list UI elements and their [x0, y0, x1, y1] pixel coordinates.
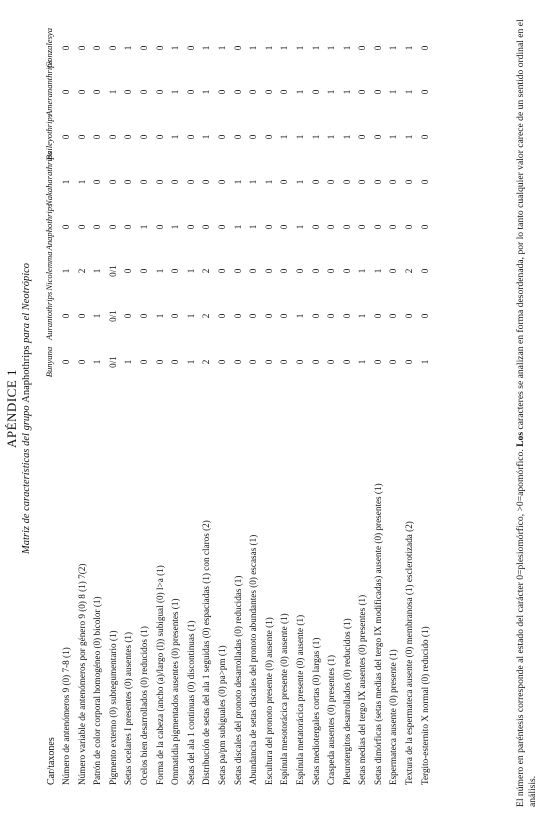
matrix-cell: 1 — [170, 134, 181, 140]
matrix-cell: 1 — [248, 224, 259, 230]
matrix-cell: 1 — [76, 179, 87, 185]
matrix-cell: 0 — [294, 268, 305, 274]
matrix-cell: 1 — [201, 89, 212, 95]
matrix-cell: 1 — [357, 268, 368, 274]
matrix-cell: 1 — [404, 45, 415, 51]
matrix-cell: 0 — [372, 359, 383, 365]
matrix-cell: 1 — [92, 313, 103, 319]
matrix-cell: 1 — [232, 224, 243, 230]
matrix-cell: 1 — [357, 359, 368, 365]
matrix-cell: 1 — [326, 134, 337, 140]
matrix-cell: 1 — [372, 268, 383, 274]
matrix-cell: 1 — [185, 268, 196, 274]
matrix-cell: 0 — [404, 179, 415, 185]
matrix-cell: 1 — [154, 268, 165, 274]
character-label: Espínula metatorácica presente (0) ausente (1) — [294, 614, 305, 785]
matrix-cell: 0 — [92, 45, 103, 51]
matrix-cell: 0 — [232, 45, 243, 51]
matrix-cell: 0 — [216, 268, 227, 274]
matrix-cell: 0 — [341, 268, 352, 274]
matrix-cell: 1 — [263, 179, 274, 185]
matrix-cell: 0 — [232, 134, 243, 140]
matrix-cell: 0 — [263, 359, 274, 365]
matrix-cell: 0 — [372, 224, 383, 230]
matrix-cell: 0 — [372, 313, 383, 319]
matrix-cell: 1 — [341, 134, 352, 140]
matrix-cell: 0 — [404, 359, 415, 365]
matrix-cell: 1 — [138, 224, 149, 230]
subtitle-region: para el Neotrópico — [21, 262, 32, 343]
matrix-cell: 0 — [310, 268, 321, 274]
matrix-cell: 1 — [123, 359, 134, 365]
matrix-cell: 0 — [263, 313, 274, 319]
matrix-cell: 0 — [201, 224, 212, 230]
matrix-cell: 0 — [419, 134, 430, 140]
matrix-cell: 1 — [341, 45, 352, 51]
matrix-cell: 0 — [357, 89, 368, 95]
matrix-cell: 1 — [310, 134, 321, 140]
matrix-cell: 1 — [404, 89, 415, 95]
matrix-cell: 2 — [201, 268, 212, 274]
character-label: Tergito-esternito X normal (0) reducido (1) — [419, 626, 430, 785]
matrix-cell: 0 — [154, 224, 165, 230]
matrix-cell: 0 — [61, 359, 71, 365]
matrix-cell: 0 — [248, 134, 259, 140]
matrix-cell: 0 — [76, 134, 87, 140]
matrix-cell: 1 — [170, 45, 181, 51]
matrix-cell: 2 — [76, 268, 87, 274]
character-label: Escultura del pronoto presente (0) ausente (1) — [263, 617, 274, 785]
matrix-cell: 0 — [263, 224, 274, 230]
matrix-cell: 0 — [279, 179, 290, 185]
matrix-cell: 0 — [216, 179, 227, 185]
matrix-cell: 1 — [294, 179, 305, 185]
matrix-cell: 1 — [294, 224, 305, 230]
matrix-cell: 1 — [388, 45, 399, 51]
matrix-cell: 0 — [372, 45, 383, 51]
matrix-cell: 0 — [76, 45, 87, 51]
characters-column-header: Car/taxones — [46, 737, 57, 785]
matrix-cell: 0 — [76, 359, 87, 365]
matrix-cell: 1 — [310, 45, 321, 51]
matrix-cell: 0 — [279, 313, 290, 319]
matrix-cell: 0 — [357, 45, 368, 51]
character-label: Setas medias del tergo IX ausentes (0) presentes (1) — [357, 594, 368, 785]
matrix-cell: 2 — [201, 359, 212, 365]
matrix-cell: 0 — [123, 224, 134, 230]
matrix-cell: 1 — [248, 179, 259, 185]
character-label: Setas pa/pm subiguales (0) pa>pm (1) — [216, 645, 227, 785]
matrix-cell: 0 — [372, 89, 383, 95]
matrix-cell: 0 — [107, 45, 118, 51]
matrix-cell: 0 — [419, 179, 430, 185]
matrix-cell: 1 — [107, 89, 118, 95]
matrix-cell: 1 — [216, 45, 227, 51]
matrix-cell: 1 — [294, 313, 305, 319]
matrix-cell: 0 — [154, 179, 165, 185]
character-label: Abundancia de setas discales del pronoto abundantes (0) escasas (1) — [248, 534, 259, 785]
matrix-cell: 0 — [388, 179, 399, 185]
matrix-cell: 0 — [61, 224, 71, 230]
matrix-cell: 0 — [279, 268, 290, 274]
matrix-cell: 0 — [138, 134, 149, 140]
matrix-cell: 0 — [170, 268, 181, 274]
subtitle-genus: Anaphothrips — [21, 345, 32, 403]
matrix-cell: 0 — [92, 134, 103, 140]
character-label: Setas dimórficas (setas medias del tergo IX modificadas) ausente (0) presentes (1) — [372, 483, 383, 785]
matrix-cell: 0 — [107, 224, 118, 230]
matrix-cell: 0 — [372, 134, 383, 140]
matrix-cell: 0/1 — [107, 265, 118, 277]
matrix-cell: 0 — [154, 359, 165, 365]
matrix-cell: 0 — [388, 268, 399, 274]
matrix-cell: 1 — [388, 89, 399, 95]
matrix-cell: 0 — [326, 313, 337, 319]
matrix-cell: 1 — [388, 134, 399, 140]
matrix-cell: 0 — [341, 179, 352, 185]
matrix-cell: 0 — [248, 268, 259, 274]
matrix-cell: 0 — [170, 179, 181, 185]
matrix-cell: 0 — [357, 134, 368, 140]
matrix-cell: 0 — [232, 268, 243, 274]
matrix-cell: 0 — [341, 359, 352, 365]
footnote-text-2: caracteres se analizan en forma desordenada, por lo tanto cualquier valor carece de un sentido ordinal en el análisis. — [515, 19, 538, 807]
matrix-cell: 0 — [310, 224, 321, 230]
matrix-cell: 2 — [404, 268, 415, 274]
taxon-header: Gonzalesya — [44, 27, 54, 69]
matrix-cell: 0 — [279, 224, 290, 230]
matrix-cell: 0 — [310, 89, 321, 95]
matrix-cell: 1 — [123, 45, 134, 51]
matrix-cell: 0 — [76, 89, 87, 95]
matrix-subtitle — [21, 0, 32, 817]
matrix-cell: 1 — [294, 134, 305, 140]
matrix-cell: 0 — [216, 89, 227, 95]
matrix-cell: 1 — [248, 45, 259, 51]
matrix-cell: 0 — [263, 134, 274, 140]
matrix-cell: 0 — [216, 313, 227, 319]
character-label: Setas del ala 1 continuas (0) discontinuas (1) — [185, 620, 196, 785]
matrix-cell: 0 — [279, 359, 290, 365]
taxon-header: Nicolemma — [44, 251, 54, 291]
matrix-cell: 0 — [279, 89, 290, 95]
taxon-header: Anaphothrips — [44, 203, 54, 251]
matrix-cell: 0 — [326, 268, 337, 274]
matrix-cell: 1 — [341, 89, 352, 95]
matrix-cell: 1 — [61, 179, 71, 185]
matrix-cell: 0 — [263, 268, 274, 274]
matrix-cell: 1 — [326, 45, 337, 51]
matrix-cell: 1 — [170, 89, 181, 95]
character-label: Número de antenómeros 9 (0) 7-8 (1) — [61, 647, 71, 785]
matrix-cell: 0 — [310, 179, 321, 185]
matrix-cell: 1 — [294, 45, 305, 51]
matrix-cell: 0 — [294, 359, 305, 365]
character-label: Número variable de antenómeros por género 9 (0) 8 (1) 7(2) — [76, 563, 87, 785]
matrix-cell: 0 — [138, 359, 149, 365]
matrix-cell: 0 — [185, 134, 196, 140]
matrix-cell: 0 — [388, 313, 399, 319]
matrix-cell: 1 — [185, 313, 196, 319]
appendix-title: APÉNDICE 1 — [4, 368, 19, 449]
subtitle-text: Matriz de características del grupo — [21, 405, 32, 555]
matrix-cell: 1 — [279, 45, 290, 51]
matrix-cell: 1 — [92, 359, 103, 365]
character-label: Ocelos bien desarrollados (0) reducidos (1) — [138, 626, 149, 785]
matrix-cell: 1 — [201, 45, 212, 51]
matrix-cell: 0 — [92, 89, 103, 95]
matrix-cell: 1 — [232, 179, 243, 185]
matrix-cell: 0 — [419, 89, 430, 95]
character-label: Setas mediotergales cortas (0) largas (1) — [310, 637, 321, 785]
matrix-cell: 0 — [138, 89, 149, 95]
matrix-cell: 1 — [201, 134, 212, 140]
matrix-cell: 1 — [154, 313, 165, 319]
character-label: Patrón de color corporal homogéneo (0) bicolor (1) — [92, 596, 103, 785]
matrix-cell: 0 — [216, 359, 227, 365]
matrix-cell: 0 — [76, 224, 87, 230]
matrix-cell: 0 — [404, 224, 415, 230]
character-label: Setas discales del pronoto desarrolladas (0) reducidas (1) — [232, 575, 243, 785]
taxon-header: Bunyana — [44, 346, 54, 378]
footnote-text-1: El número en paréntesis corresponde al estado del carácter 0=plesiomórfico, >0=apomórfico. — [515, 446, 526, 807]
matrix-cell: 0 — [123, 134, 134, 140]
matrix-cell: 0 — [123, 268, 134, 274]
matrix-cell: 0 — [232, 89, 243, 95]
matrix-cell: 0 — [123, 313, 134, 319]
matrix-cell: 0 — [76, 313, 87, 319]
matrix-cell: 0 — [170, 359, 181, 365]
character-label: Setas ocelares I presentes (0) ausentes (1) — [123, 631, 134, 785]
matrix-cell: 0 — [248, 313, 259, 319]
matrix-cell: 0 — [310, 359, 321, 365]
matrix-cell: 0 — [138, 313, 149, 319]
matrix-cell: 0/1 — [107, 310, 118, 322]
matrix-cell: 0 — [326, 359, 337, 365]
matrix-cell: 0 — [248, 359, 259, 365]
character-label: Espínula mesotorácica presente (0) ausente (1) — [279, 613, 290, 785]
character-label: Ommatidia pigmentados ausentes (0) presentes (1) — [170, 598, 181, 785]
matrix-cell: 0 — [61, 45, 71, 51]
character-label: Forma de la cabeza (ancho (a)/largo (l)) subigual (0) l>a (1) — [154, 565, 165, 785]
matrix-cell: 0 — [61, 89, 71, 95]
matrix-cell: 0 — [263, 89, 274, 95]
character-label: Espermateca ausente (0) presente (1) — [388, 649, 399, 785]
matrix-cell: 1 — [419, 359, 430, 365]
taxon-header: Baileyothrips — [44, 113, 54, 161]
matrix-cell: 0 — [357, 179, 368, 185]
matrix-cell: 1 — [326, 89, 337, 95]
matrix-cell: 1 — [357, 313, 368, 319]
matrix-cell: 0 — [419, 224, 430, 230]
matrix-cell: 0 — [201, 179, 212, 185]
matrix-cell: 1 — [170, 224, 181, 230]
footnote-bold: Los — [515, 431, 526, 447]
matrix-cell: 1 — [263, 45, 274, 51]
matrix-cell: 2 — [201, 313, 212, 319]
matrix-cell: 0 — [154, 89, 165, 95]
matrix-cell: 0 — [419, 268, 430, 274]
matrix-cell: 0 — [232, 313, 243, 319]
character-label: Textura de la espermateca ausente (0) membranosa (1) esclerotizada (2) — [404, 521, 415, 785]
taxon-header: Aurantothrips — [44, 291, 54, 340]
matrix-cell: 0 — [216, 134, 227, 140]
taxon-header: Nakaharathrips — [44, 151, 54, 206]
matrix-cell: 1 — [185, 359, 196, 365]
character-label: Craspeda ausentes (0) presentes (1) — [326, 654, 337, 785]
matrix-cell: 0 — [107, 179, 118, 185]
matrix-cell: 0 — [138, 45, 149, 51]
matrix-cell: 0 — [123, 89, 134, 95]
matrix-cell: 0 — [185, 45, 196, 51]
matrix-cell: 0 — [326, 224, 337, 230]
matrix-cell: 0 — [138, 268, 149, 274]
matrix-cell: 0 — [248, 89, 259, 95]
matrix-cell: 0 — [92, 179, 103, 185]
character-label: Pleurotergitos desarrollados (0) reducidos (1) — [341, 618, 352, 785]
footnote — [515, 7, 538, 807]
matrix-cell: 0 — [92, 224, 103, 230]
matrix-cell: 0 — [154, 45, 165, 51]
matrix-cell: 0/1 — [107, 356, 118, 368]
matrix-cell: 1 — [404, 134, 415, 140]
matrix-cell: 0 — [61, 134, 71, 140]
matrix-cell: 0 — [419, 313, 430, 319]
matrix-cell: 0 — [170, 313, 181, 319]
matrix-cell: 0 — [232, 359, 243, 365]
matrix-cell: 0 — [185, 224, 196, 230]
matrix-cell: 0 — [388, 359, 399, 365]
matrix-cell: 1 — [61, 268, 71, 274]
matrix-cell: 0 — [185, 89, 196, 95]
taxon-header: Amerananthrips — [44, 60, 54, 116]
matrix-cell: 0 — [107, 134, 118, 140]
matrix-cell: 0 — [123, 179, 134, 185]
matrix-cell: 1 — [92, 268, 103, 274]
matrix-cell: 0 — [404, 313, 415, 319]
matrix-cell: 0 — [341, 313, 352, 319]
matrix-cell: 0 — [138, 179, 149, 185]
matrix-cell: 0 — [310, 313, 321, 319]
matrix-cell: 0 — [419, 45, 430, 51]
character-label: Distribución de setas del ala 1 seguidas (0) espaciadas (1) con claros (2) — [201, 520, 212, 785]
matrix-cell: 0 — [341, 224, 352, 230]
matrix-cell: 0 — [61, 313, 71, 319]
matrix-cell: 0 — [388, 224, 399, 230]
matrix-cell: 0 — [326, 179, 337, 185]
matrix-cell: 0 — [372, 179, 383, 185]
matrix-cell: 0 — [154, 134, 165, 140]
matrix-cell: 1 — [279, 134, 290, 140]
matrix-cell: 0 — [185, 179, 196, 185]
matrix-cell: 1 — [294, 89, 305, 95]
matrix-cell: 0 — [357, 224, 368, 230]
matrix-cell: 0 — [216, 224, 227, 230]
character-label: Pigmento externo (0) subtegumentario (1) — [107, 630, 118, 785]
